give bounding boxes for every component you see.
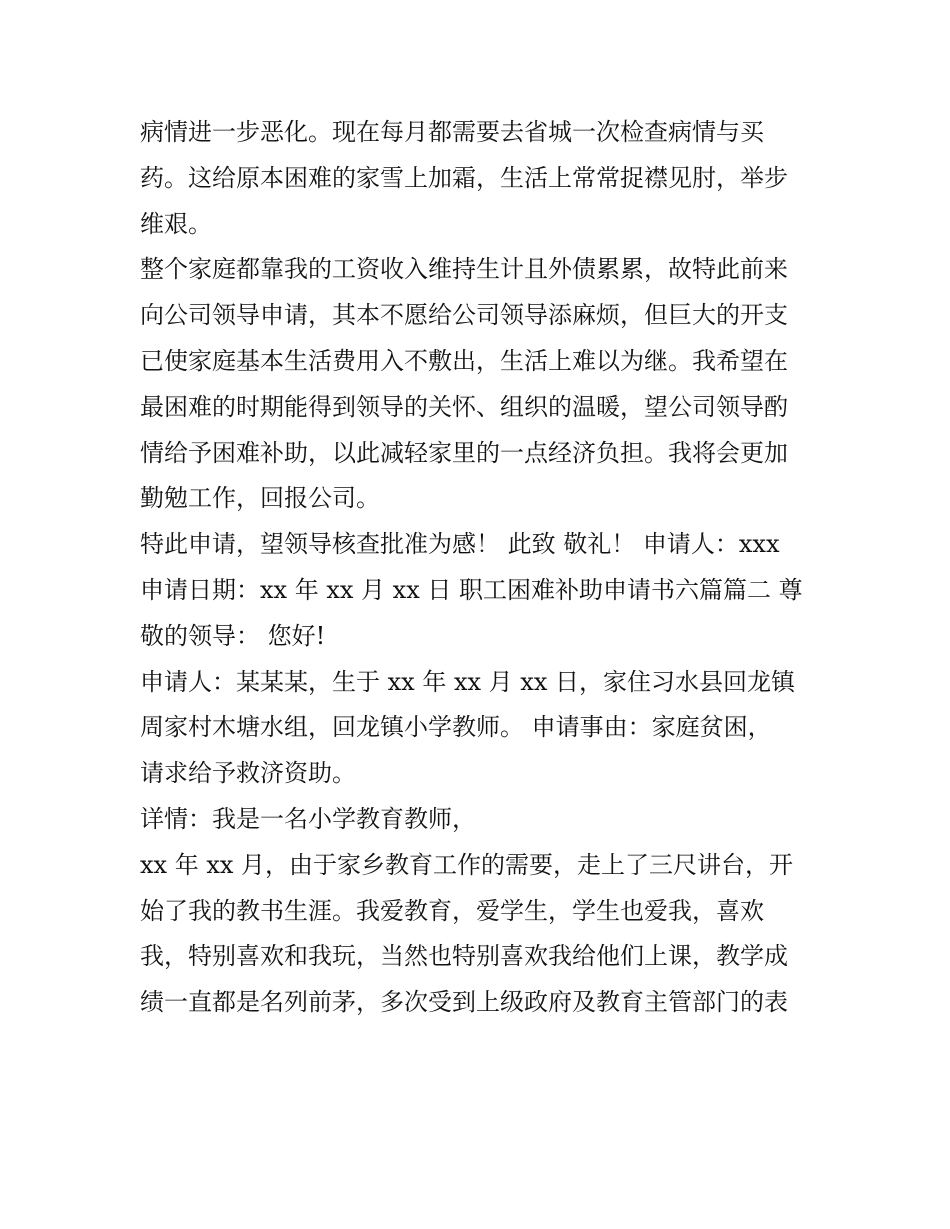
text-line: 药。这给原本困难的家雪上加霜，生活上常常捉襟见肘，举步 xyxy=(140,163,788,192)
text-line: 申请人：某某某，生于 xx 年 xx 月 xx 日，家住习水县回龙镇 xyxy=(140,667,795,696)
text-line: 始了我的教书生涯。我爱教育，爱学生，学生也爱我，喜欢 xyxy=(140,896,764,925)
text-line: 敬的领导： 您好! xyxy=(140,621,326,650)
text-line: 周家村木塘水组，回龙镇小学教师。 申请事由：家庭贫困， xyxy=(140,713,772,742)
text-line: xx 年 xx 月，由于家乡教育工作的需要，走上了三尺讲台，开 xyxy=(140,850,794,879)
text-line: 特此申请，望领导核查批准为感！ 此致 敬礼！ 申请人：xxx xyxy=(140,530,780,559)
text-line: 勤勉工作，回报公司。 xyxy=(140,484,380,513)
text-line: 已使家庭基本生活费用入不敷出，生活上难以为继。我希望在 xyxy=(140,346,788,375)
text-line: 向公司领导申请，其本不愿给公司领导添麻烦，但巨大的开支 xyxy=(140,301,788,330)
text-line: 详情：我是一名小学教育教师， xyxy=(140,804,476,833)
text-line: 情给予困难补助，以此减轻家里的一点经济负担。我将会更加 xyxy=(140,438,788,467)
text-line: 整个家庭都靠我的工资收入维持生计且外债累累，故特此前来 xyxy=(140,255,788,284)
text-line: 绩一直都是名列前茅，多次受到上级政府及教育主管部门的表 xyxy=(140,988,788,1017)
text-line: 病情进一步恶化。现在每月都需要去省城一次检查病情与买 xyxy=(140,118,764,146)
text-line: 请求给予救济资助。 xyxy=(140,759,356,788)
text-line: 申请日期：xx 年 xx 月 xx 日 职工困难补助申请书六篇篇二 尊 xyxy=(140,575,803,604)
document-body xyxy=(140,110,830,1026)
text-line: 最困难的时期能得到领导的关怀、组织的温暖，望公司领导酌 xyxy=(140,392,788,421)
text-line: 维艰。 xyxy=(140,209,212,238)
text-line: 我，特别喜欢和我玩，当然也特别喜欢我给他们上课，教学成 xyxy=(140,942,788,971)
